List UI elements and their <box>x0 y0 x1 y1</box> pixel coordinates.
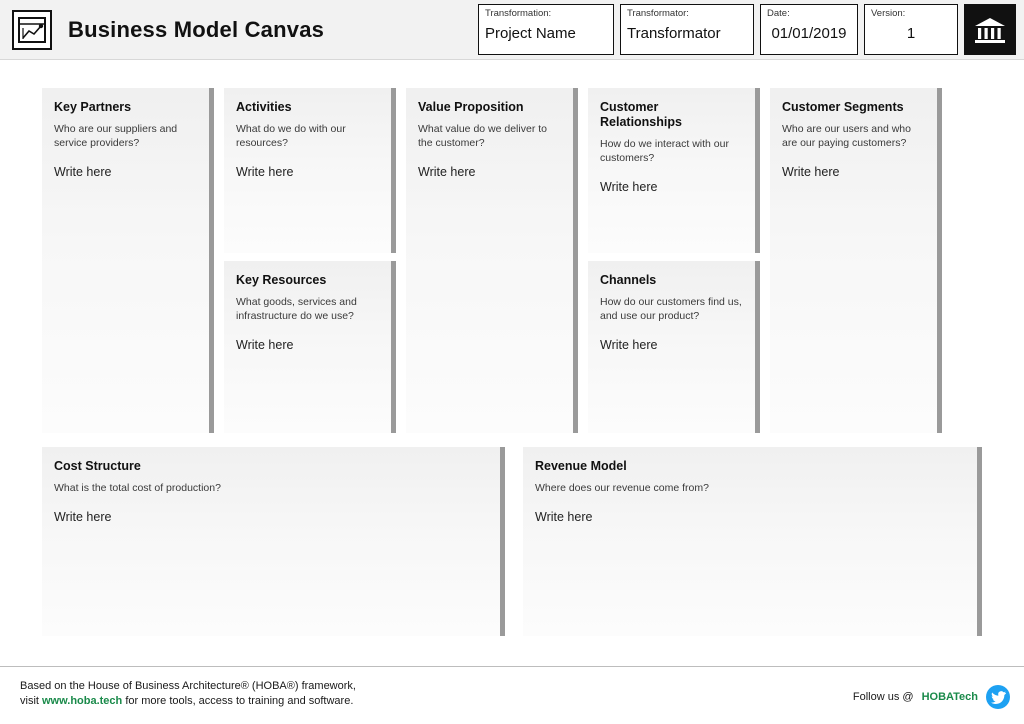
key-partners-prompt: Who are our suppliers and service providers? <box>54 123 178 149</box>
version-field[interactable] <box>864 4 958 55</box>
customer-relationships-title: Customer Relationships <box>600 100 682 129</box>
canvas-grid <box>0 60 1024 636</box>
date-label: Date: <box>767 8 790 19</box>
key-partners-title: Key Partners <box>54 100 132 114</box>
block-revenue-model[interactable] <box>523 447 982 636</box>
follow-label: Follow us @ <box>852 691 914 703</box>
twitter-bird-icon[interactable] <box>986 685 1010 709</box>
twitter-handle-link[interactable]: HOBATech <box>921 691 978 703</box>
column-customer-segments <box>770 88 942 433</box>
app-header <box>0 0 1024 60</box>
bank-institution-icon <box>964 4 1016 55</box>
revenue-model-title: Revenue Model <box>535 459 627 473</box>
customer-segments-prompt: Who are our users and who are our paying customers? <box>782 123 911 149</box>
customer-segments-entry[interactable]: Write here <box>782 165 840 179</box>
footer-line-2 <box>20 694 356 709</box>
block-customer-relationships[interactable] <box>588 88 760 253</box>
customer-relationships-prompt: How do we interact with our customers? <box>600 138 729 164</box>
transformation-field[interactable] <box>478 4 614 55</box>
footer-line-1: Based on the House of Business Architecture® (HOBA®) framework, <box>20 680 356 692</box>
cost-structure-entry[interactable]: Write here <box>54 510 112 524</box>
transformation-label: Transformation: <box>485 8 552 19</box>
footer-attribution <box>20 679 356 709</box>
date-input[interactable] <box>767 23 851 45</box>
version-input[interactable] <box>871 23 951 45</box>
page-title: Business Model Canvas <box>68 16 325 42</box>
canvas-chart-icon <box>12 10 52 50</box>
activities-prompt: What do we do with our resources? <box>236 123 346 149</box>
block-value-proposition[interactable] <box>406 88 578 433</box>
canvas-bottom-row <box>42 447 982 636</box>
header-meta-fields <box>478 4 958 55</box>
value-proposition-entry[interactable]: Write here <box>418 165 476 179</box>
activities-title: Activities <box>236 100 292 114</box>
column-value-proposition <box>406 88 578 433</box>
column-activities <box>224 88 396 433</box>
cost-structure-prompt: What is the total cost of production? <box>54 482 221 494</box>
block-customer-segments[interactable] <box>770 88 942 433</box>
key-partners-entry[interactable]: Write here <box>54 165 112 179</box>
value-proposition-prompt: What value do we deliver to the customer? <box>418 123 547 149</box>
block-cost-structure[interactable] <box>42 447 505 636</box>
date-field[interactable] <box>760 4 858 55</box>
transformator-label: Transformator: <box>627 8 689 19</box>
key-resources-prompt: What goods, services and infrastructure do we use? <box>236 296 357 322</box>
transformation-input[interactable] <box>485 23 607 45</box>
transformator-field[interactable] <box>620 4 754 55</box>
value-proposition-title: Value Proposition <box>418 100 524 114</box>
customer-relationships-entry[interactable]: Write here <box>600 180 658 194</box>
customer-segments-title: Customer Segments <box>782 100 904 114</box>
revenue-model-entry[interactable]: Write here <box>535 510 593 524</box>
block-channels[interactable] <box>588 261 760 433</box>
canvas-top-row <box>42 88 982 433</box>
footer-tail-text: for more tools, access to training and software. <box>122 695 354 707</box>
column-key-partners <box>42 88 214 433</box>
block-key-resources[interactable] <box>224 261 396 433</box>
version-label: Version: <box>871 8 906 19</box>
hoba-website-link[interactable]: www.hoba.tech <box>42 695 123 707</box>
footer-visit-text: visit <box>20 695 42 707</box>
block-activities[interactable] <box>224 88 396 253</box>
page-footer <box>0 666 1024 724</box>
activities-entry[interactable]: Write here <box>236 165 294 179</box>
block-key-partners[interactable] <box>42 88 214 433</box>
channels-entry[interactable]: Write here <box>600 338 658 352</box>
key-resources-entry[interactable]: Write here <box>236 338 294 352</box>
footer-social <box>853 685 1010 709</box>
cost-structure-title: Cost Structure <box>54 459 141 473</box>
key-resources-title: Key Resources <box>236 273 327 287</box>
transformator-input[interactable] <box>627 23 747 45</box>
channels-title: Channels <box>600 273 657 287</box>
revenue-model-prompt: Where does our revenue come from? <box>535 482 709 494</box>
column-customer-relationships <box>588 88 760 433</box>
channels-prompt: How do our customers find us, and use our product? <box>600 296 742 322</box>
